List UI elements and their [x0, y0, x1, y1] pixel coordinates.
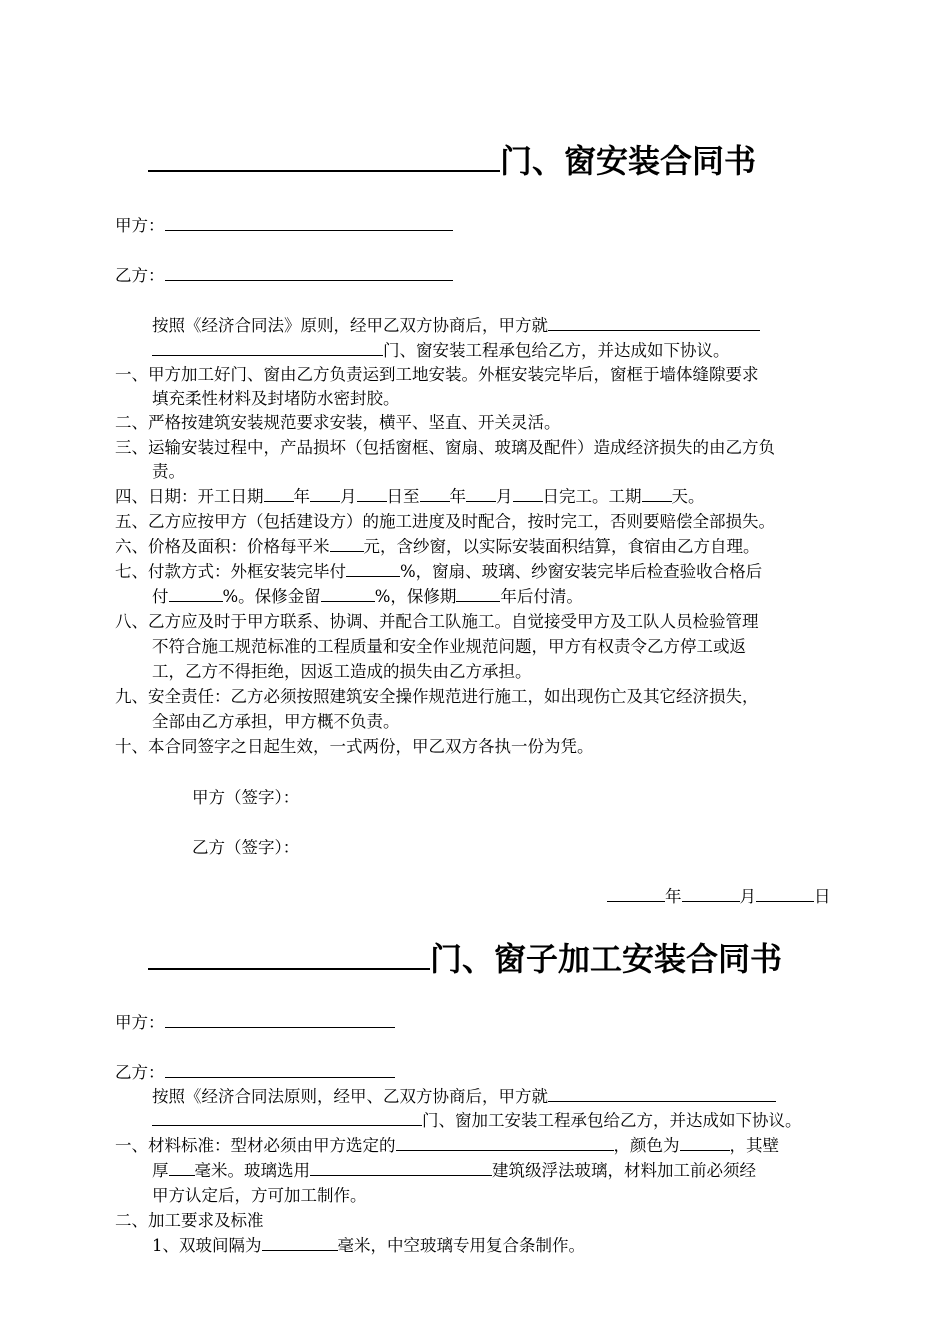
doc2-clause-2-1 [0, 1235, 950, 1257]
doc2-party-a-blank [165, 1012, 395, 1028]
doc1-intro-text-2: 门、窗安装工程承包给乙方，并达成如下协议。 [383, 341, 730, 360]
doc1-c4-text-5: 年 [449, 487, 466, 506]
doc1-c7-blank-2 [169, 586, 223, 602]
doc1-date-y: 年 [665, 887, 682, 906]
doc1-clause-3a: 三、运输安装过程中，产品损坏（包括窗框、窗扇、玻璃及配件）造成经济损失的由乙方负 [115, 438, 775, 457]
doc1-party-a-line [0, 215, 950, 237]
doc1-sign-b: 乙方（签字）： [192, 838, 300, 857]
doc1-c4-blank-4 [420, 486, 450, 502]
doc1-intro-text-1: 按照《经济合同法》原则，经甲乙双方协商后，甲方就 [152, 316, 548, 335]
doc1-party-a-blank [165, 215, 453, 231]
doc1-clause-4 [0, 486, 950, 508]
doc1-clause-1b: 填充柔性材料及封堵防水密封胶。 [152, 389, 400, 408]
doc1-c7-text-2: %，窗扇、玻璃、纱窗安装完毕后检查验收合格后 [400, 562, 763, 581]
doc2-intro-line-1 [0, 1086, 950, 1108]
doc2-c1-text-5: 毫米。玻璃选用 [194, 1161, 310, 1180]
doc1-intro-blank-1 [548, 315, 760, 331]
doc1-c4-blank-6 [513, 486, 543, 502]
doc1-date-blank-d [756, 886, 814, 902]
doc2-c2-1-text-2: 毫米，中空玻璃专用复合条制作。 [337, 1236, 585, 1255]
doc2-intro-line-2 [0, 1110, 950, 1132]
doc2-c1-text-2: ，颜色为 [613, 1136, 680, 1155]
doc1-title: 门、窗安装合同书 [500, 142, 757, 180]
doc1-clause-8c: 工，乙方不得拒绝，因返工造成的损失由乙方承担。 [152, 662, 532, 681]
doc1-clause-9a: 九、安全责任：乙方必须按照建筑安全操作规范进行施工，如出现伤亡及其它经济损失， [115, 687, 759, 706]
doc1-clause-10: 十、本合同签字之日起生效，一式两份，甲乙双方各执一份为凭。 [115, 737, 594, 756]
doc2-c2-1-blank [262, 1235, 338, 1251]
doc1-c7-text-5: %，保修期 [374, 587, 457, 606]
doc1-intro-line-1 [0, 315, 950, 337]
doc1-c6-text-1: 六、价格及面积：价格每平米 [115, 537, 330, 556]
doc2-party-b-line [0, 1062, 950, 1084]
doc1-c6-blank [330, 536, 364, 552]
doc1-clause-6 [0, 536, 950, 558]
doc1-c7-blank-4 [456, 586, 500, 602]
doc2-intro-text-2: 门、窗加工安装工程承包给乙方，并达成如下协议。 [422, 1111, 802, 1130]
doc1-c4-blank-1 [264, 486, 294, 502]
doc2-c1-text-6: 建筑级浮法玻璃，材料加工前必须经 [492, 1161, 756, 1180]
doc1-clause-1a: 一、甲方加工好门、窗由乙方负责运到工地安装。外框安装完毕后，窗框于墙体缝隙要求 [115, 365, 759, 384]
doc1-date-d: 日 [814, 887, 831, 906]
doc2-party-a-line [0, 1012, 950, 1034]
doc2-party-b-blank [165, 1062, 395, 1078]
doc1-c4-text-6: 月 [496, 487, 513, 506]
doc2-clause-1b [0, 1160, 950, 1182]
doc1-date-m: 月 [739, 887, 756, 906]
doc1-clause-7b [0, 586, 950, 608]
doc1-intro-line-2 [0, 340, 950, 362]
doc1-party-b-line [0, 265, 950, 287]
doc2-clause-1a [0, 1135, 950, 1157]
doc2-title: 门、窗子加工安装合同书 [430, 940, 783, 978]
doc1-c6-text-2: 元，含纱窗，以实际安装面积结算，食宿由乙方自理。 [363, 537, 760, 556]
doc1-c4-text-1: 四、日期：开工日期 [115, 487, 264, 506]
doc2-c1-blank-4 [310, 1160, 492, 1176]
doc1-sign-a: 甲方（签字）： [192, 788, 300, 807]
doc1-c4-text-7: 日完工。工期 [542, 487, 642, 506]
doc2-intro-text-1: 按照《经济合同法原则，经甲、乙双方协商后，甲方就 [152, 1087, 548, 1106]
doc2-intro-blank-2 [152, 1110, 422, 1126]
doc1-title-blank [148, 140, 500, 172]
doc1-c4-text-3: 月 [340, 487, 357, 506]
doc1-clause-5: 五、乙方应按甲方（包括建设方）的施工进度及时配合，按时完工，否则要赔偿全部损失。 [115, 512, 775, 531]
doc1-c7-text-1: 七、付款方式：外框安装完毕付 [115, 562, 346, 581]
doc1-date-blank-m [682, 886, 740, 902]
doc1-clause-2: 二、严格按建筑安装规范要求安装，横平、坚直、开关灵活。 [115, 413, 561, 432]
doc1-c4-blank-2 [310, 486, 340, 502]
doc1-c4-blank-7 [642, 486, 672, 502]
doc1-intro-blank-2 [152, 340, 383, 356]
doc2-c2-1-text-1: 1、双玻间隔为 [152, 1236, 262, 1255]
doc1-c4-text-8: 天。 [671, 487, 705, 506]
doc1-c4-blank-5 [466, 486, 496, 502]
doc2-title-line [148, 938, 782, 979]
doc1-c7-text-4: %。保修金留 [222, 587, 321, 606]
doc1-c7-blank-1 [346, 561, 400, 577]
doc1-c4-blank-3 [357, 486, 387, 502]
doc2-c1-blank-3 [169, 1160, 195, 1176]
doc1-clause-7a [0, 561, 950, 583]
doc1-date-blank-y [607, 886, 665, 902]
doc2-party-a-label: 甲方： [115, 1013, 165, 1032]
doc1-c4-text-4: 日至 [386, 487, 420, 506]
doc1-clause-8b: 不符合施工规范标准的工程质量和安全作业规范问题，甲方有权责令乙方停工或返 [152, 637, 746, 656]
doc1-c7-text-3: 付 [152, 587, 169, 606]
doc1-date-line [0, 886, 950, 908]
doc1-clause-8a: 八、乙方应及时于甲方联系、协调、并配合工队施工。自觉接受甲方及工队人员检验管理 [115, 612, 759, 631]
doc1-clause-3b: 责。 [152, 462, 185, 481]
doc2-clause-2: 二、加工要求及标准 [115, 1211, 264, 1230]
doc2-intro-blank-1 [548, 1086, 776, 1102]
doc2-c1-blank-1 [396, 1135, 614, 1151]
doc1-party-a-label: 甲方： [115, 216, 165, 235]
doc2-c1-blank-2 [680, 1135, 730, 1151]
doc1-clause-9b: 全部由乙方承担，甲方概不负责。 [152, 712, 400, 731]
doc1-c7-text-6: 年后付清。 [500, 587, 583, 606]
doc1-c4-text-2: 年 [293, 487, 310, 506]
doc2-c1-text-3: ，其壁 [729, 1136, 779, 1155]
doc1-title-line [148, 140, 756, 181]
doc2-clause-1c: 甲方认定后，方可加工制作。 [152, 1186, 367, 1205]
doc2-c1-text-4: 厚 [152, 1161, 169, 1180]
doc1-party-b-label: 乙方： [115, 266, 165, 285]
doc1-c7-blank-3 [321, 586, 375, 602]
doc1-party-b-blank [165, 265, 453, 281]
doc2-title-blank [148, 938, 430, 970]
doc2-party-b-label: 乙方： [115, 1063, 165, 1082]
doc2-c1-text-1: 一、材料标准：型材必须由甲方选定的 [115, 1136, 396, 1155]
